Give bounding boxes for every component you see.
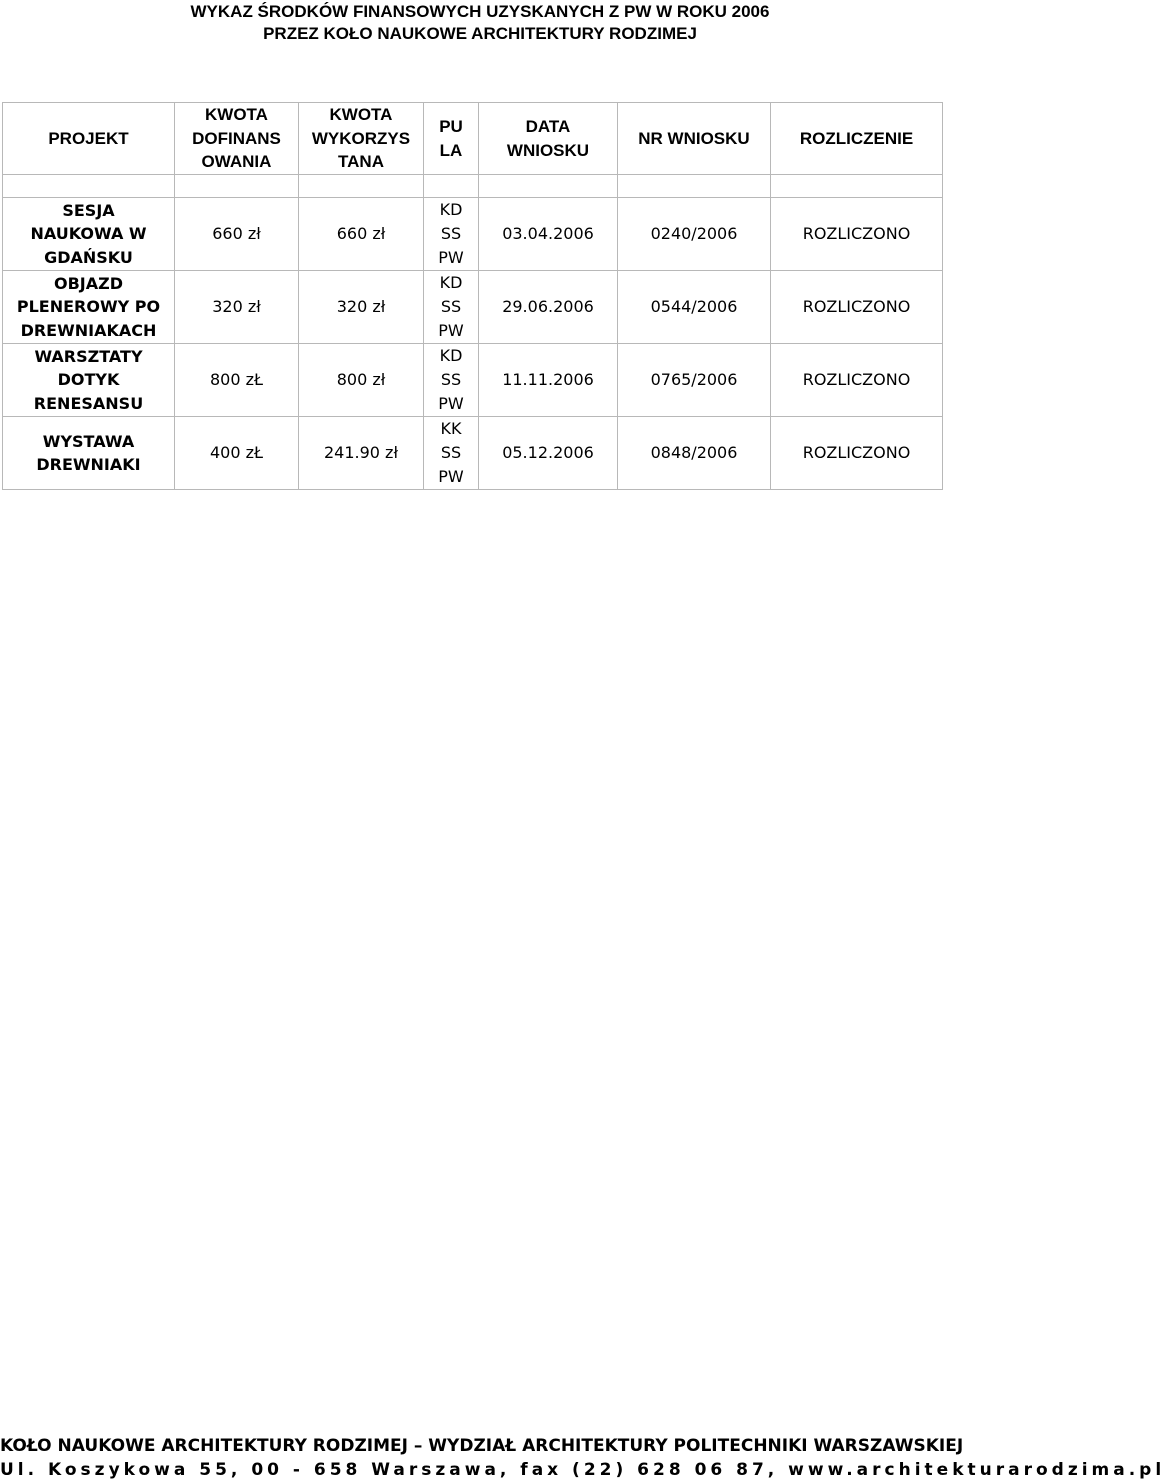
project-name: WYSTAWA DREWNIAKI	[3, 417, 175, 490]
used-amount: 320 zł	[299, 271, 424, 344]
funding-table	[2, 102, 943, 490]
header-pool: PU LA	[424, 103, 479, 175]
footer-organization: KOŁO NAUKOWE ARCHITEKTURY RODZIMEJ – WYDZIAŁ ARCHITEKTURY POLITECHNIKI WARSZAWSKIEJ	[0, 1436, 964, 1456]
title-line-2: PRZEZ KOŁO NAUKOWE ARCHITEKTURY RODZIMEJ	[263, 24, 697, 43]
used-amount: 800 zł	[299, 344, 424, 417]
header-project: PROJEKT	[3, 103, 175, 175]
application-date: 05.12.2006	[479, 417, 618, 490]
header-row	[3, 103, 943, 175]
project-name: SESJA NAUKOWA W GDAŃSKU	[3, 198, 175, 271]
project-name: OBJAZD PLENEROWY PO DREWNIAKACH	[3, 271, 175, 344]
pool-code: KD SS PW	[424, 271, 479, 344]
pool-code: KD SS PW	[424, 198, 479, 271]
header-used-amount: KWOTA WYKORZYS TANA	[299, 103, 424, 175]
project-name: WARSZTATY DOTYK RENESANSU	[3, 344, 175, 417]
funding-amount: 320 zł	[175, 271, 299, 344]
footer-address: Ul. Koszykowa 55, 00 - 658 Warszawa, fax (22) 628 06 87, www.architekturarodzima.pl	[0, 1460, 1165, 1480]
application-date: 29.06.2006	[479, 271, 618, 344]
application-number: 0544/2006	[618, 271, 771, 344]
table-row	[3, 271, 943, 344]
table-row	[3, 344, 943, 417]
application-number: 0765/2006	[618, 344, 771, 417]
application-date: 11.11.2006	[479, 344, 618, 417]
funding-amount: 400 zŁ	[175, 417, 299, 490]
header-settlement: ROZLICZENIE	[771, 103, 943, 175]
application-number: 0848/2006	[618, 417, 771, 490]
header-application-date: DATA WNIOSKU	[479, 103, 618, 175]
spacer-row	[3, 175, 943, 198]
settlement-status: ROZLICZONO	[771, 271, 943, 344]
used-amount: 660 zł	[299, 198, 424, 271]
header-funding-amount: KWOTA DOFINANS OWANIA	[175, 103, 299, 175]
header-application-number: NR WNIOSKU	[618, 103, 771, 175]
funding-amount: 660 zł	[175, 198, 299, 271]
used-amount: 241.90 zł	[299, 417, 424, 490]
table-row	[3, 198, 943, 271]
application-date: 03.04.2006	[479, 198, 618, 271]
settlement-status: ROZLICZONO	[771, 198, 943, 271]
pool-code: KD SS PW	[424, 344, 479, 417]
funding-amount: 800 zŁ	[175, 344, 299, 417]
document-title	[0, 1, 960, 45]
title-line-1: WYKAZ ŚRODKÓW FINANSOWYCH UZYSKANYCH Z PW W ROKU 2006	[190, 2, 770, 21]
application-number: 0240/2006	[618, 198, 771, 271]
pool-code: KK SS PW	[424, 417, 479, 490]
settlement-status: ROZLICZONO	[771, 344, 943, 417]
table-row	[3, 417, 943, 490]
settlement-status: ROZLICZONO	[771, 417, 943, 490]
